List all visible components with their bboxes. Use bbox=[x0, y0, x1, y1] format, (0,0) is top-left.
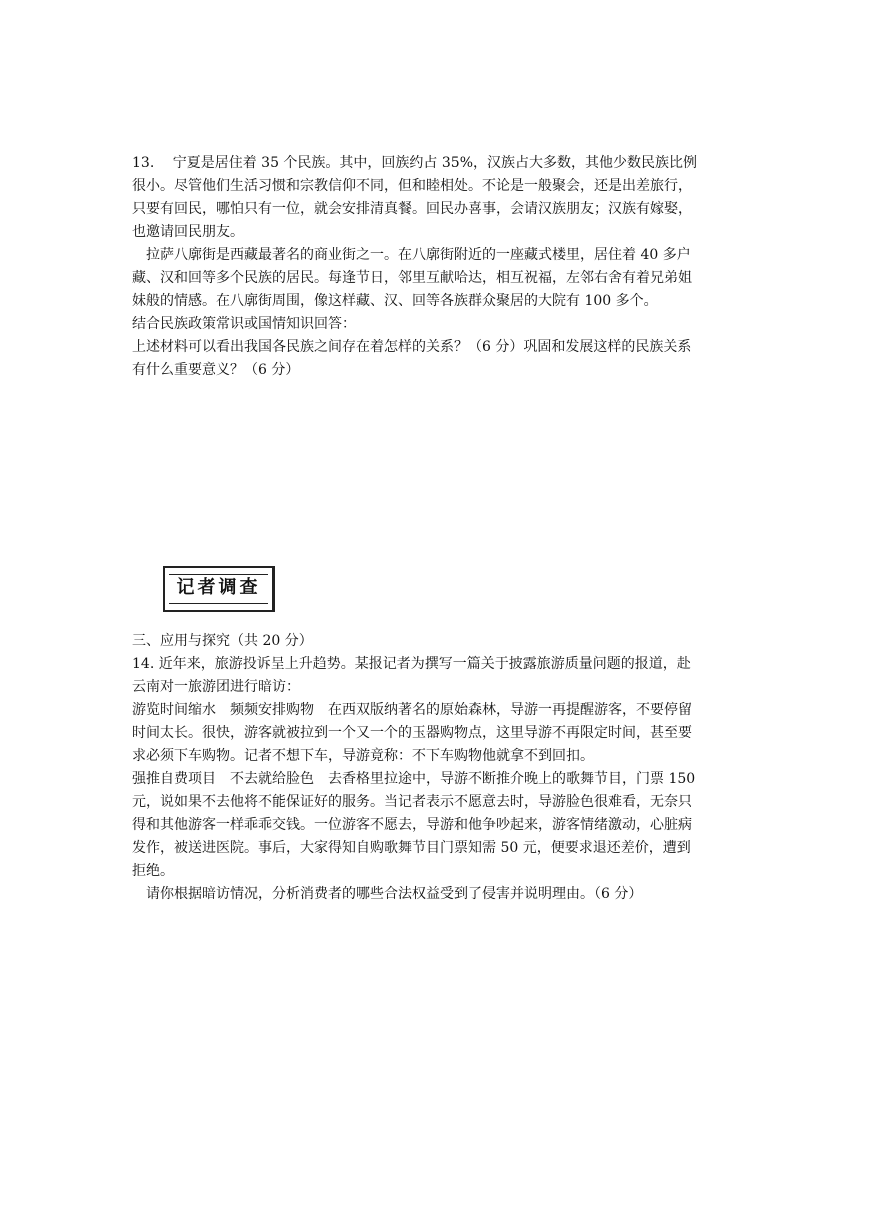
question-14-line: 得和其他游客一样乖乖交钱。一位游客不愿去，导游和他争吵起来，游客情绪激动，心脏病 bbox=[132, 817, 692, 833]
question-14-line: 求必须下车购物。记者不想下车，导游竟称：不下车购物他就拿不到回扣。 bbox=[132, 748, 594, 764]
question-13-line: 也邀请回民朋友。 bbox=[132, 224, 244, 240]
question-13-line: 结合民族政策常识或国情知识回答： bbox=[132, 316, 356, 332]
question-14-line: 云南对一旅游团进行暗访： bbox=[132, 679, 300, 695]
section-3-heading: 三、应用与探究（共 20 分） bbox=[132, 633, 313, 649]
question-13-line: 藏、汉和回等多个民族的居民。每逢节日，邻里互献哈达，相互祝福，左邻右舍有着兄弟姐 bbox=[132, 270, 692, 286]
question-14-line: 14. 近年来，旅游投诉呈上升趋势。某报记者为撰写一篇关于披露旅游质量问题的报道，赴 bbox=[132, 656, 691, 672]
question-14-line: 发作，被送进医院。事后，大家得知自购歌舞节目门票知需 50 元，便要求退还差价，遭到 bbox=[132, 840, 691, 856]
question-13-line: 13. 宁夏是居住着 35 个民族。其中，回族约占 35%，汉族占大多数，其他少数民族比例 bbox=[132, 155, 697, 171]
question-14-line: 时间太长。很快，游客就被拉到一个又一个的玉器购物点，这里导游不再限定时间，甚至要 bbox=[132, 725, 692, 741]
question-14-line: 游览时间缩水 频频安排购物 在西双版纳著名的原始森林，导游一再提醒游客，不要停留 bbox=[132, 702, 692, 718]
question-14-line: 拒绝。 bbox=[132, 863, 174, 879]
question-14-line: 元，说如果不去他将不能保证好的服务。当记者表示不愿意去时，导游脸色很难看，无奈只 bbox=[132, 794, 692, 810]
question-13-line: 拉萨八廓街是西藏最著名的商业街之一。在八廓街附近的一座藏式楼里，居住着 40 多户 bbox=[132, 247, 691, 263]
question-13-line: 只要有回民，哪怕只有一位，就会安排清真餐。回民办喜事，会请汉族朋友；汉族有嫁娶， bbox=[132, 201, 692, 217]
question-13-line: 有什么重要意义？（6 分） bbox=[132, 362, 300, 378]
stamp-title: 记者调查 bbox=[176, 577, 261, 598]
question-14-line: 强推自费项目 不去就给脸色 去香格里拉途中，导游不断推介晚上的歌舞节目，门票 150 bbox=[132, 771, 696, 787]
question-13-line: 很小。尽管他们生活习惯和宗教信仰不同，但和睦相处。不论是一般聚会，还是出差旅行， bbox=[132, 178, 692, 194]
reporter-investigation-stamp bbox=[163, 566, 275, 612]
question-14-prompt: 请你根据暗访情况，分析消费者的哪些合法权益受到了侵害并说明理由。（6 分） bbox=[132, 886, 643, 902]
question-13-line: 上述材料可以看出我国各民族之间存在着怎样的关系？（6 分）巩固和发展这样的民族关系 bbox=[132, 339, 692, 355]
question-13-line: 妹般的情感。在八廓街周围，像这样藏、汉、回等各族群众聚居的大院有 100 多个。 bbox=[132, 293, 658, 309]
